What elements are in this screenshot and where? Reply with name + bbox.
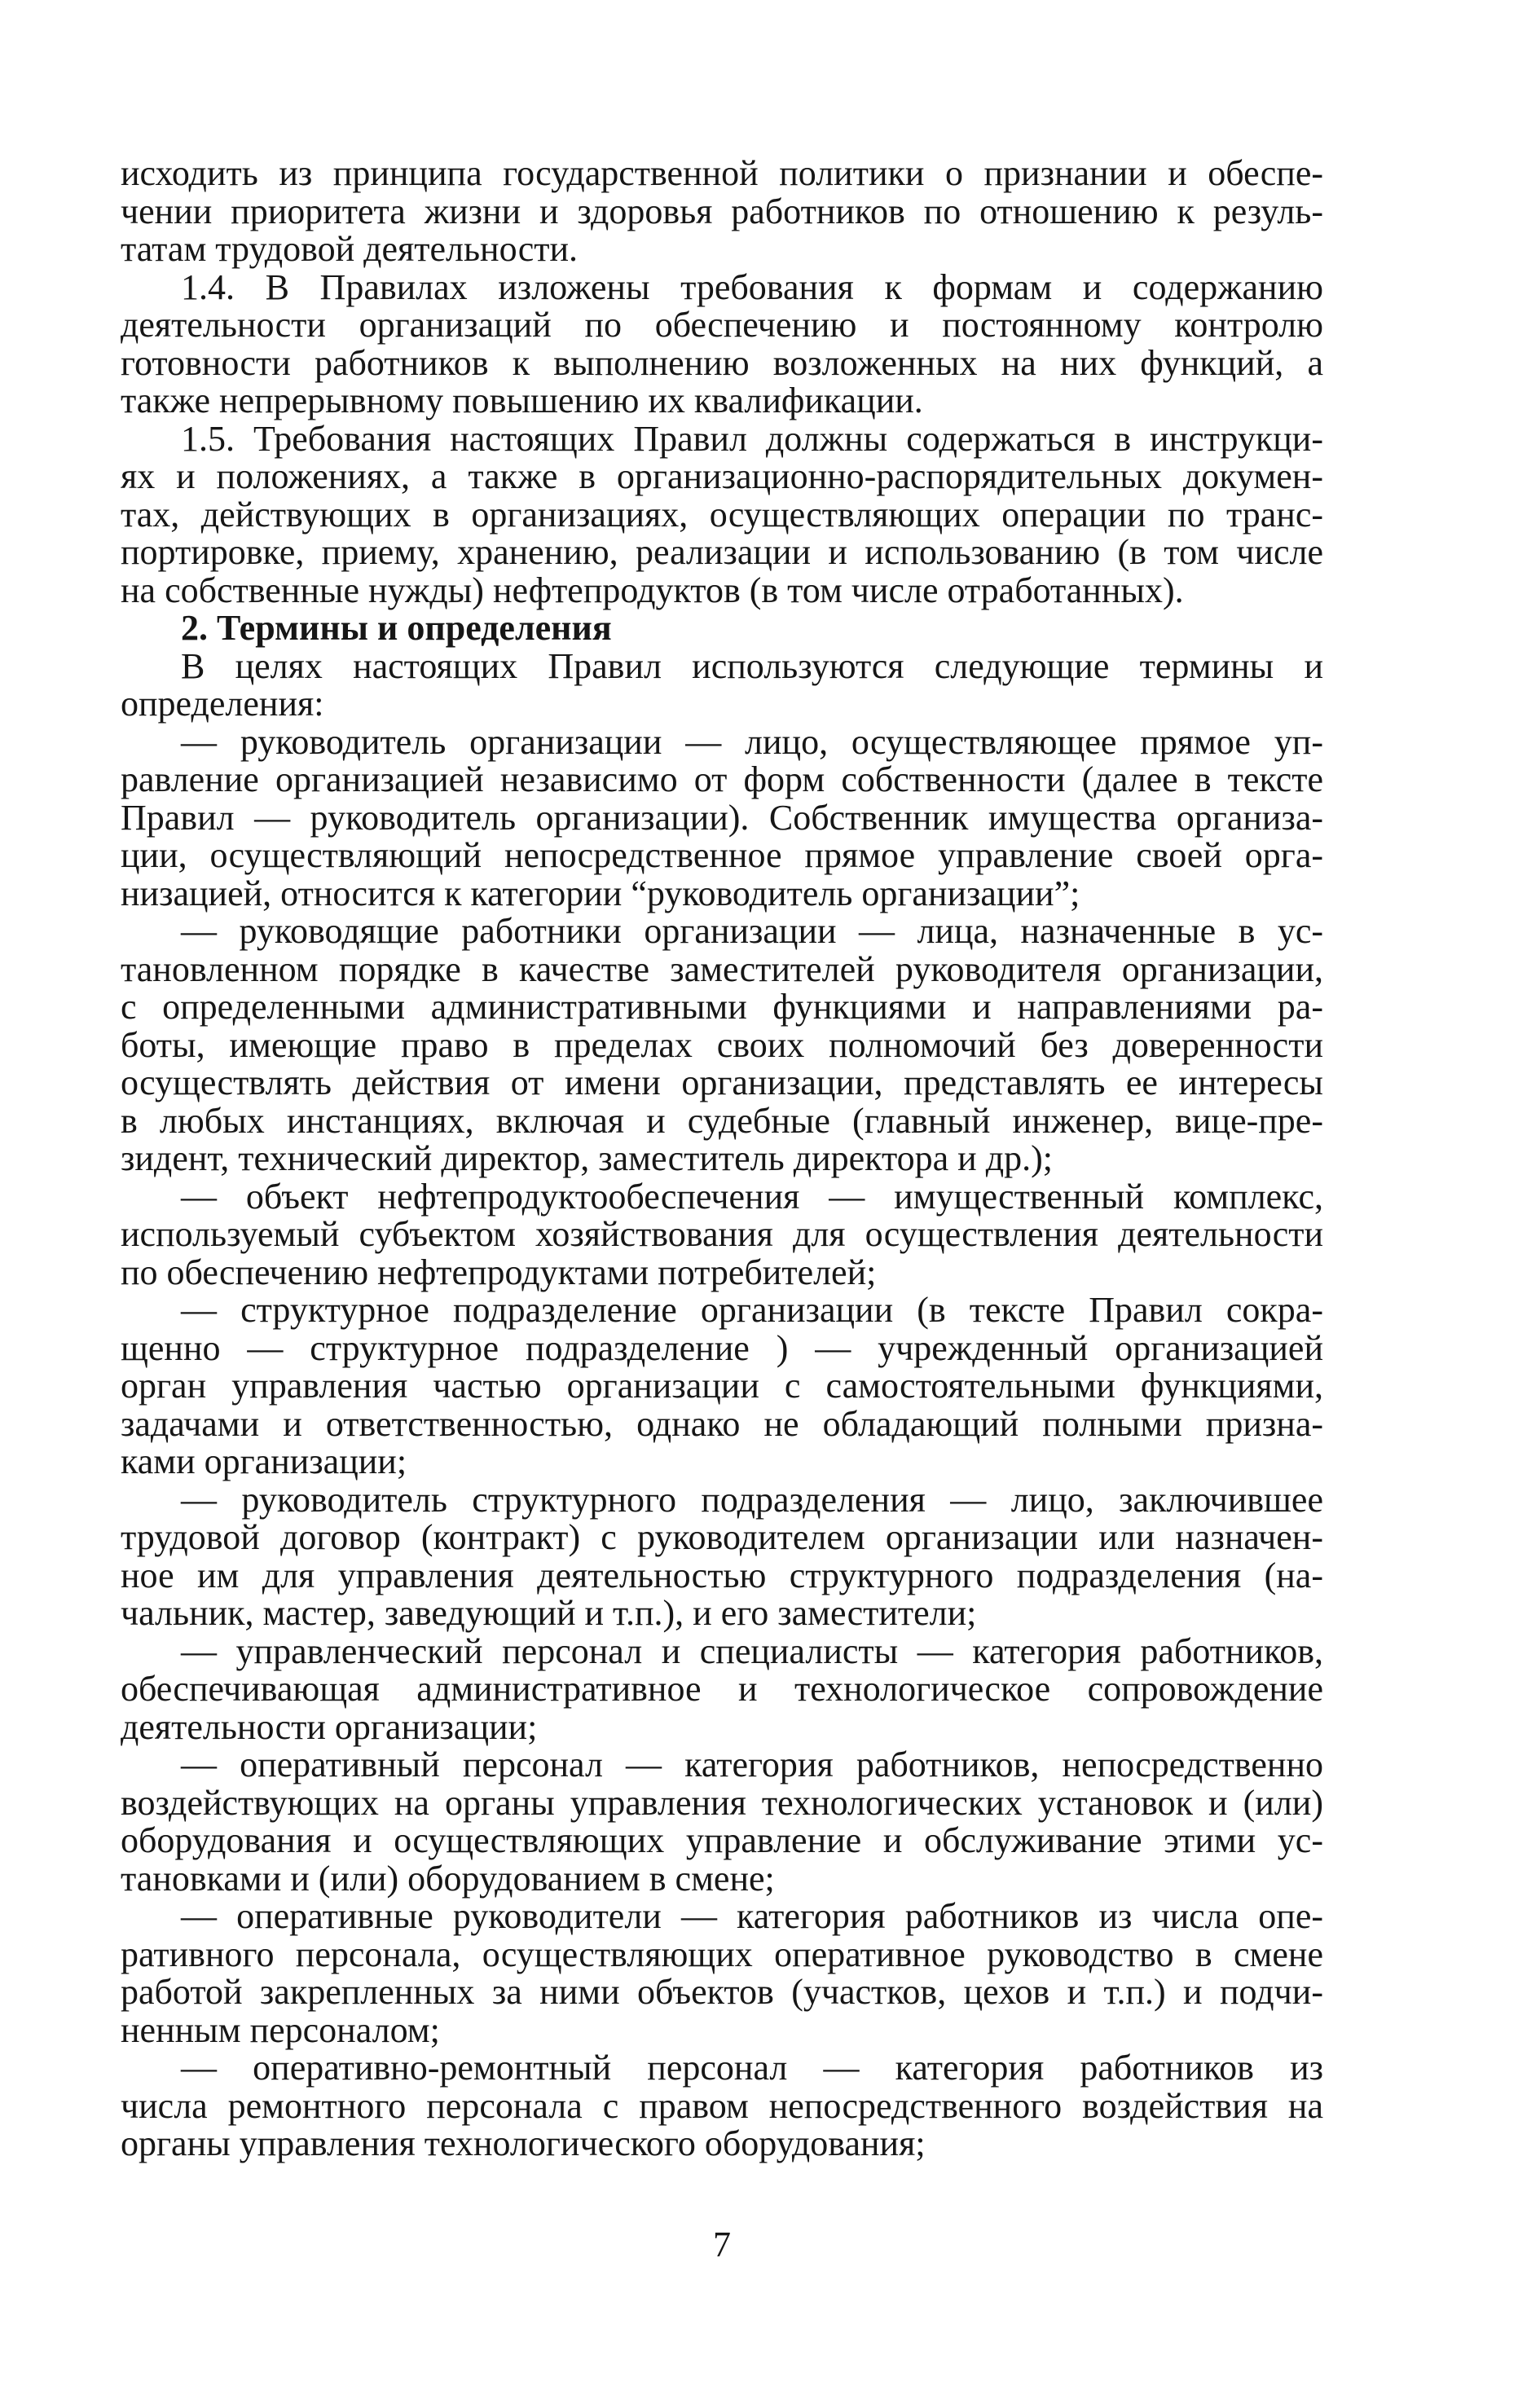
text-line: — руководитель организации — лицо, осуществляющее прямое уп- <box>181 721 1323 762</box>
text-line: 1.4. В Правилах изложены требования к формам и содержанию <box>181 266 1323 307</box>
text-line: ное им для управления деятельностью структурного подразделения (на- <box>121 1555 1323 1595</box>
text-line: числа ремонтного персонала с правом непосредственного воздействия на <box>121 2085 1323 2126</box>
text-line: Правил — руководитель организации). Собственник имущества организа- <box>121 797 1323 838</box>
text-line: используемый субъектом хозяйствования для осуществления деятельности <box>121 1214 1323 1254</box>
text-line: — управленческий персонал и специалисты — категория работников, <box>181 1630 1323 1671</box>
paragraph-clause-1-4 <box>121 266 1323 420</box>
text-line: органы управления технологического оборудования; <box>121 2123 926 2163</box>
text-line: определения: <box>121 684 324 724</box>
paragraph-intro <box>121 645 1323 724</box>
definition-item <box>121 1481 1323 1633</box>
text-line: — структурное подразделение организации (в тексте Правил сокра- <box>181 1290 1323 1330</box>
definition-item <box>121 2049 1323 2163</box>
definition-item <box>121 721 1323 913</box>
text-line: чении приоритета жизни и здоровья работников по отношению к резуль- <box>121 191 1323 231</box>
text-line: воздействующих на органы управления технологических установок и (или) <box>121 1782 1323 1823</box>
section-heading: 2. Термины и определения <box>181 608 612 648</box>
text-line: ками организации; <box>121 1441 407 1481</box>
text-line: ях и положениях, а также в организационно-распорядительных докумен- <box>121 456 1323 496</box>
text-line: — оперативные руководители — категория работников из числа опе- <box>181 1896 1323 1936</box>
text-line: зидент, технический директор, заместитель директора и др.); <box>121 1138 1053 1178</box>
text-line: чальник, мастер, заведующий и т.п.), и его заместители; <box>121 1593 977 1633</box>
definition-item <box>121 1292 1323 1481</box>
definition-item <box>121 913 1323 1178</box>
text-line: — оперативный персонал — категория работников, непосредственно <box>181 1745 1323 1784</box>
text-line: ративного персонала, осуществляющих оперативное руководство в смене <box>121 1934 1323 1974</box>
paragraph-continuation <box>121 155 1323 269</box>
text-line: ненным персоналом; <box>121 2009 440 2050</box>
text-line: 1.5. Требования настоящих Правил должны содержаться в инструкци- <box>181 418 1323 459</box>
text-line: трудовой договор (контракт) с руководителем организации или назначен- <box>121 1517 1323 1557</box>
definition-item <box>121 1898 1323 2049</box>
text-line: низацией, относится к категории “руководитель организации”; <box>121 873 1080 913</box>
text-line: — объект нефтепродуктообеспечения — имущественный комплекс, <box>181 1176 1323 1217</box>
text-line: равление организацией независимо от форм собственности (далее в тексте <box>121 759 1323 799</box>
text-line: тановленном порядке в качестве заместителей руководителя организации, <box>121 948 1323 989</box>
definition-item <box>121 1630 1323 1747</box>
text-line: деятельности организации; <box>121 1706 538 1747</box>
text-line: обеспечивающая административное и технологическое сопровождение <box>121 1669 1323 1709</box>
text-body <box>121 155 1323 2163</box>
text-line: щенно — структурное подразделение ) — учрежденный организацией <box>121 1327 1323 1368</box>
text-line: задачами и ответственностью, однако не обладающий полными призна- <box>121 1403 1323 1444</box>
text-line: в любых инстанциях, включая и судебные (главный инженер, вице-пре- <box>121 1100 1323 1141</box>
text-line: В целях настоящих Правил используются следующие термины и <box>181 645 1323 686</box>
text-line: тах, действующих в организациях, осуществляющих операции по транс- <box>121 494 1323 535</box>
text-line: на собственные нужды) нефтепродуктов (в том числе отработанных). <box>121 570 1184 610</box>
text-line: тановками и (или) оборудованием в смене; <box>121 1858 775 1899</box>
text-line: также непрерывному повышению их квалификации. <box>121 381 923 420</box>
text-line: — оперативно-ремонтный персонал — категория работников из <box>181 2048 1323 2088</box>
text-line: ции, осуществляющий непосредственное прямое управление своей орга- <box>121 835 1323 875</box>
text-line: готовности работников к выполнению возложенных на них функций, а <box>121 342 1323 383</box>
text-line: оборудования и осуществляющих управление и обслуживание этими ус- <box>121 1820 1323 1860</box>
text-line: — руководящие работники организации — лица, назначенные в ус- <box>181 911 1323 951</box>
text-line: орган управления частью организации с самостоятельными функциями, <box>121 1366 1323 1406</box>
text-line: исходить из принципа государственной политики о признании и обеспе- <box>121 153 1323 193</box>
text-line: татам трудовой деятельности. <box>121 229 578 269</box>
definition-item <box>121 1746 1323 1898</box>
text-line: по обеспечению нефтепродуктами потребителей; <box>121 1252 877 1292</box>
definition-item <box>121 1178 1323 1292</box>
text-line: портировке, приему, хранению, реализации и использованию (в том числе <box>121 532 1323 572</box>
text-line: — руководитель структурного подразделения — лицо, заключившее <box>181 1479 1323 1520</box>
text-line: работой закрепленных за ними объектов (участков, цехов и т.п.) и подчи- <box>121 1972 1323 2012</box>
page-number: 7 <box>713 2224 731 2264</box>
paragraph-clause-1-5 <box>121 420 1323 610</box>
text-line: деятельности организаций по обеспечению и постоянному контролю <box>121 305 1323 345</box>
text-line: боты, имеющие право в пределах своих полномочий без доверенности <box>121 1024 1323 1065</box>
text-line: осуществлять действия от имени организации, представлять ее интересы <box>121 1063 1323 1102</box>
text-line: с определенными административными функциями и направлениями ра- <box>121 987 1323 1027</box>
